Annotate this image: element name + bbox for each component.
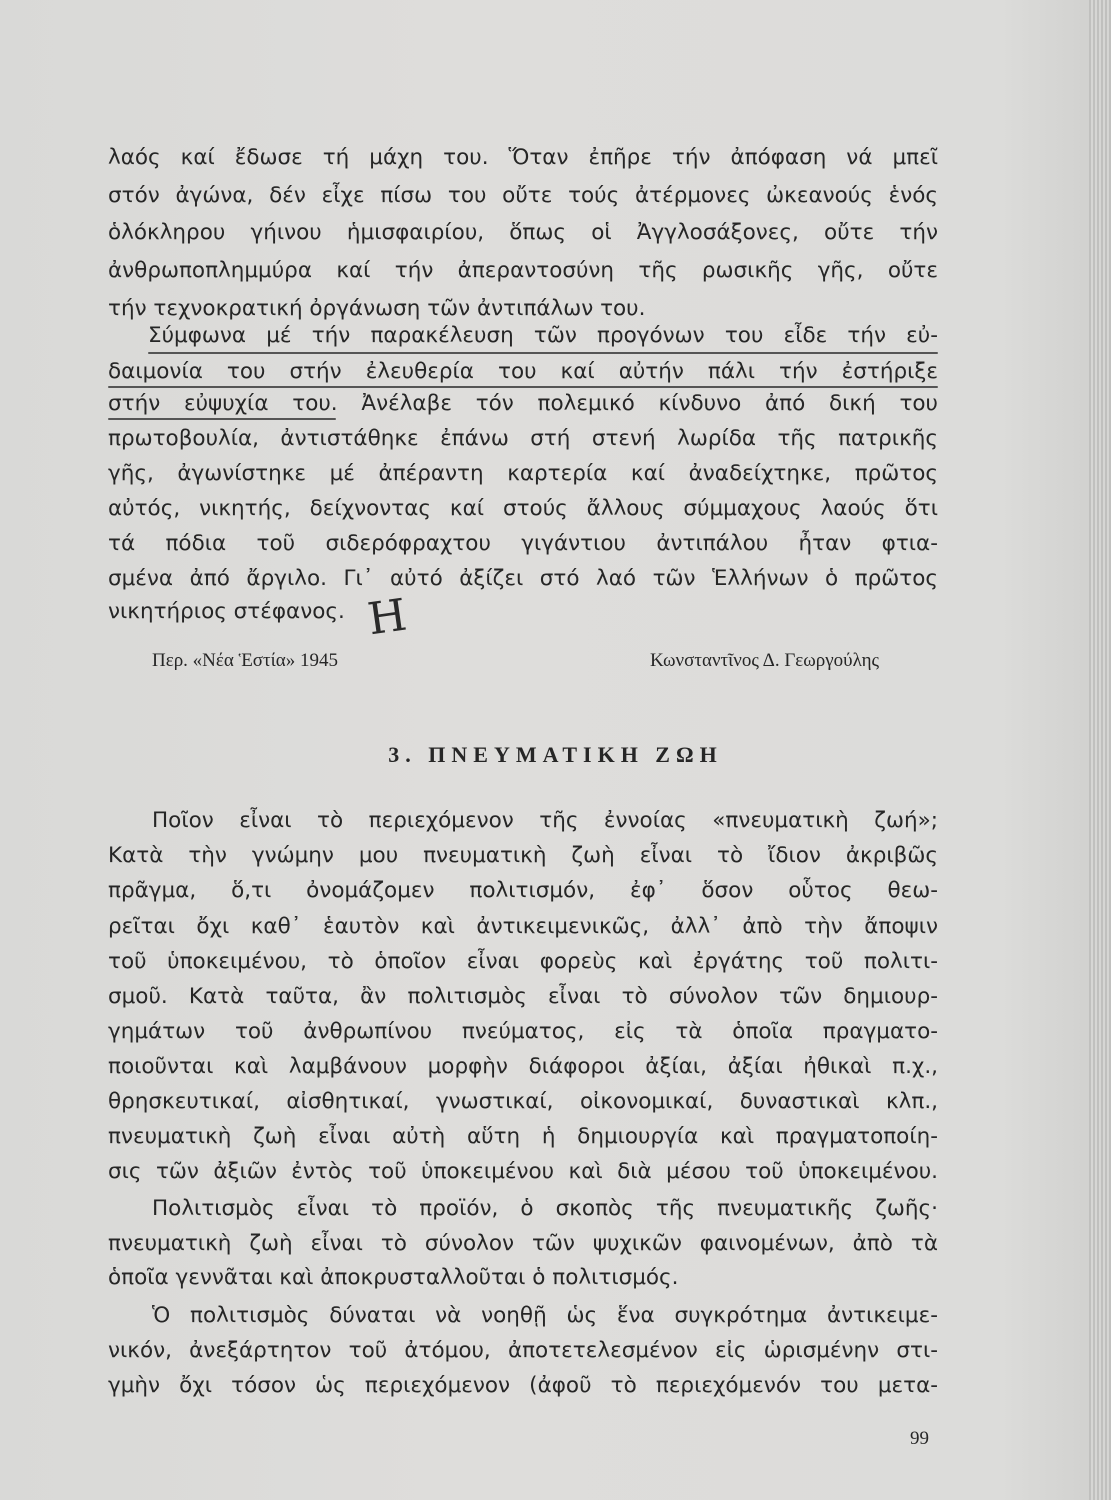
text-line: Κατὰ τὴν γνώμην μου πνευματικὴ ζωὴ εἶναι τὸ ἴδιον ἀκριβῶς bbox=[108, 843, 938, 868]
text-line: Ποῖον εἶναι τὸ περιεχόμενον τῆς ἐννοίας «πνευματικὴ ζωή»; bbox=[152, 808, 938, 833]
text-line: αὐτός, νικητής, δείχνοντας καί στούς ἄλλους σύμμαχους λαούς ὅτι bbox=[108, 496, 938, 521]
source-publication: Περ. «Νέα Ἑστία» 1945 bbox=[152, 650, 338, 671]
text-line: δαιμονία του στήν ἐλευθερία του καί αὐτήν πάλι τήν ἐστήριξε bbox=[108, 359, 938, 384]
text-line: ρεῖται ὄχι καθ᾿ ἑαυτὸν καὶ ἀντικειμενικῶς, ἀλλ᾿ ἀπὸ τὴν ἄποψιν bbox=[108, 914, 938, 939]
section-heading: 3. ΠΝΕΥΜΑΤΙΚΗ ΖΩΗ bbox=[388, 742, 723, 767]
text-line: πρωτοβουλία, ἀντιστάθηκε ἐπάνω στή στενή λωρίδα τῆς πατρικῆς bbox=[108, 426, 938, 451]
text-line: τήν τεχνοκρατική ὀργάνωση τῶν ἀντιπάλων του. bbox=[108, 296, 646, 321]
text-line: στήν εὐψυχία του. Ἀνέλαβε τόν πολεμικό κίνδυνο ἀπό δική του bbox=[108, 391, 938, 416]
text-line: σμοῦ. Κατὰ ταῦτα, ἂν πολιτισμὸς εἶναι τὸ σύνολον τῶν δημιουρ- bbox=[108, 984, 938, 1009]
text-line: γημάτων τοῦ ἀνθρωπίνου πνεύματος, εἰς τὰ ὁποῖα πραγματο- bbox=[108, 1019, 938, 1044]
handwritten-mark: H bbox=[364, 589, 410, 646]
text-line: πρᾶγμα, ὅ,τι ὀνομάζομεν πολιτισμόν, ἐφ᾿ ὅσον οὗτος θεω- bbox=[108, 878, 938, 903]
page-number: 99 bbox=[910, 1428, 929, 1449]
text-line: ὁλόκληρου γήινου ἡμισφαιρίου, ὅπως οἱ Ἀγγλοσάξονες, οὔτε τήν bbox=[108, 220, 938, 245]
text-line: πνευματικὴ ζωὴ εἶναι αὐτὴ αὕτη ἡ δημιουργία καὶ πραγματοποίη- bbox=[108, 1124, 938, 1149]
text-line: σις τῶν ἀξιῶν ἐντὸς τοῦ ὑποκειμένου καὶ διὰ μέσου τοῦ ὑποκειμένου. bbox=[108, 1159, 938, 1184]
pencil-underline bbox=[148, 352, 938, 354]
text-line: σμένα ἀπό ἄργιλο. Γι᾿ αὐτό ἀξίζει στό λαό τῶν Ἑλλήνων ὁ πρῶτος bbox=[108, 566, 938, 591]
text-line: ὁποῖα γεννᾶται καὶ ἀποκρυσταλλοῦται ὁ πολιτισμός. bbox=[108, 1265, 679, 1290]
text-line: Πολιτισμὸς εἶναι τὸ προϊόν, ὁ σκοπὸς τῆς πνευματικῆς ζωῆς· bbox=[152, 1196, 938, 1221]
text-line: πνευματικὴ ζωὴ εἶναι τὸ σύνολον τῶν ψυχικῶν φαινομένων, ἀπὸ τὰ bbox=[108, 1231, 938, 1256]
text-line: νικόν, ἀνεξάρτητον τοῦ ἀτόμου, ἀποτετελεσμένον εἰς ὡρισμένην στι- bbox=[108, 1338, 938, 1363]
source-author: Κωνσταντῖνος Δ. Γεωργούλης bbox=[650, 650, 880, 671]
text-line: Ὁ πολιτισμὸς δύναται νὰ νοηθῇ ὡς ἕνα συγκρότημα ἀντικειμε- bbox=[152, 1303, 938, 1328]
text-line: νικητήριος στέφανος. bbox=[108, 599, 345, 624]
pencil-underline bbox=[108, 418, 336, 420]
text-line: λαός καί ἔδωσε τή μάχη του. Ὅταν ἐπῆρε τήν ἀπόφαση νά μπεῖ bbox=[108, 145, 938, 170]
text-line: τοῦ ὑποκειμένου, τὸ ὁποῖον εἶναι φορεὺς καὶ ἐργάτης τοῦ πολιτι- bbox=[108, 949, 938, 974]
text-line: γμὴν ὄχι τόσον ὡς περιεχόμενον (ἀφοῦ τὸ περιεχόμενόν του μετα- bbox=[108, 1373, 938, 1398]
pencil-underline bbox=[108, 386, 938, 388]
text-line: στόν ἀγώνα, δέν εἶχε πίσω του οὔτε τούς ἀτέρμονες ὠκεανούς ἑνός bbox=[108, 183, 938, 208]
text-line: Σύμφωνα μέ τήν παρακέλευση τῶν προγόνων του εἶδε τήν εὐ- bbox=[148, 323, 938, 348]
text-line: ἀνθρωποπλημμύρα καί τήν ἀπεραντοσύνη τῆς ρωσικῆς γῆς, οὔτε bbox=[108, 258, 938, 283]
text-line: γῆς, ἀγωνίστηκε μέ ἀπέραντη καρτερία καί ἀναδείχτηκε, πρῶτος bbox=[108, 461, 938, 486]
text-line: τά πόδια τοῦ σιδερόφραχτου γιγάντιου ἀντιπάλου ἦταν φτια- bbox=[108, 531, 938, 556]
text-line: θρησκευτικαί, αἰσθητικαί, γνωστικαί, οἰκονομικαί, δυναστικαὶ κλπ., bbox=[108, 1089, 938, 1114]
text-line: ποιοῦνται καὶ λαμβάνουν μορφὴν διάφοροι ἀξίαι, ἀξίαι ἠθικαὶ π.χ., bbox=[108, 1054, 938, 1079]
